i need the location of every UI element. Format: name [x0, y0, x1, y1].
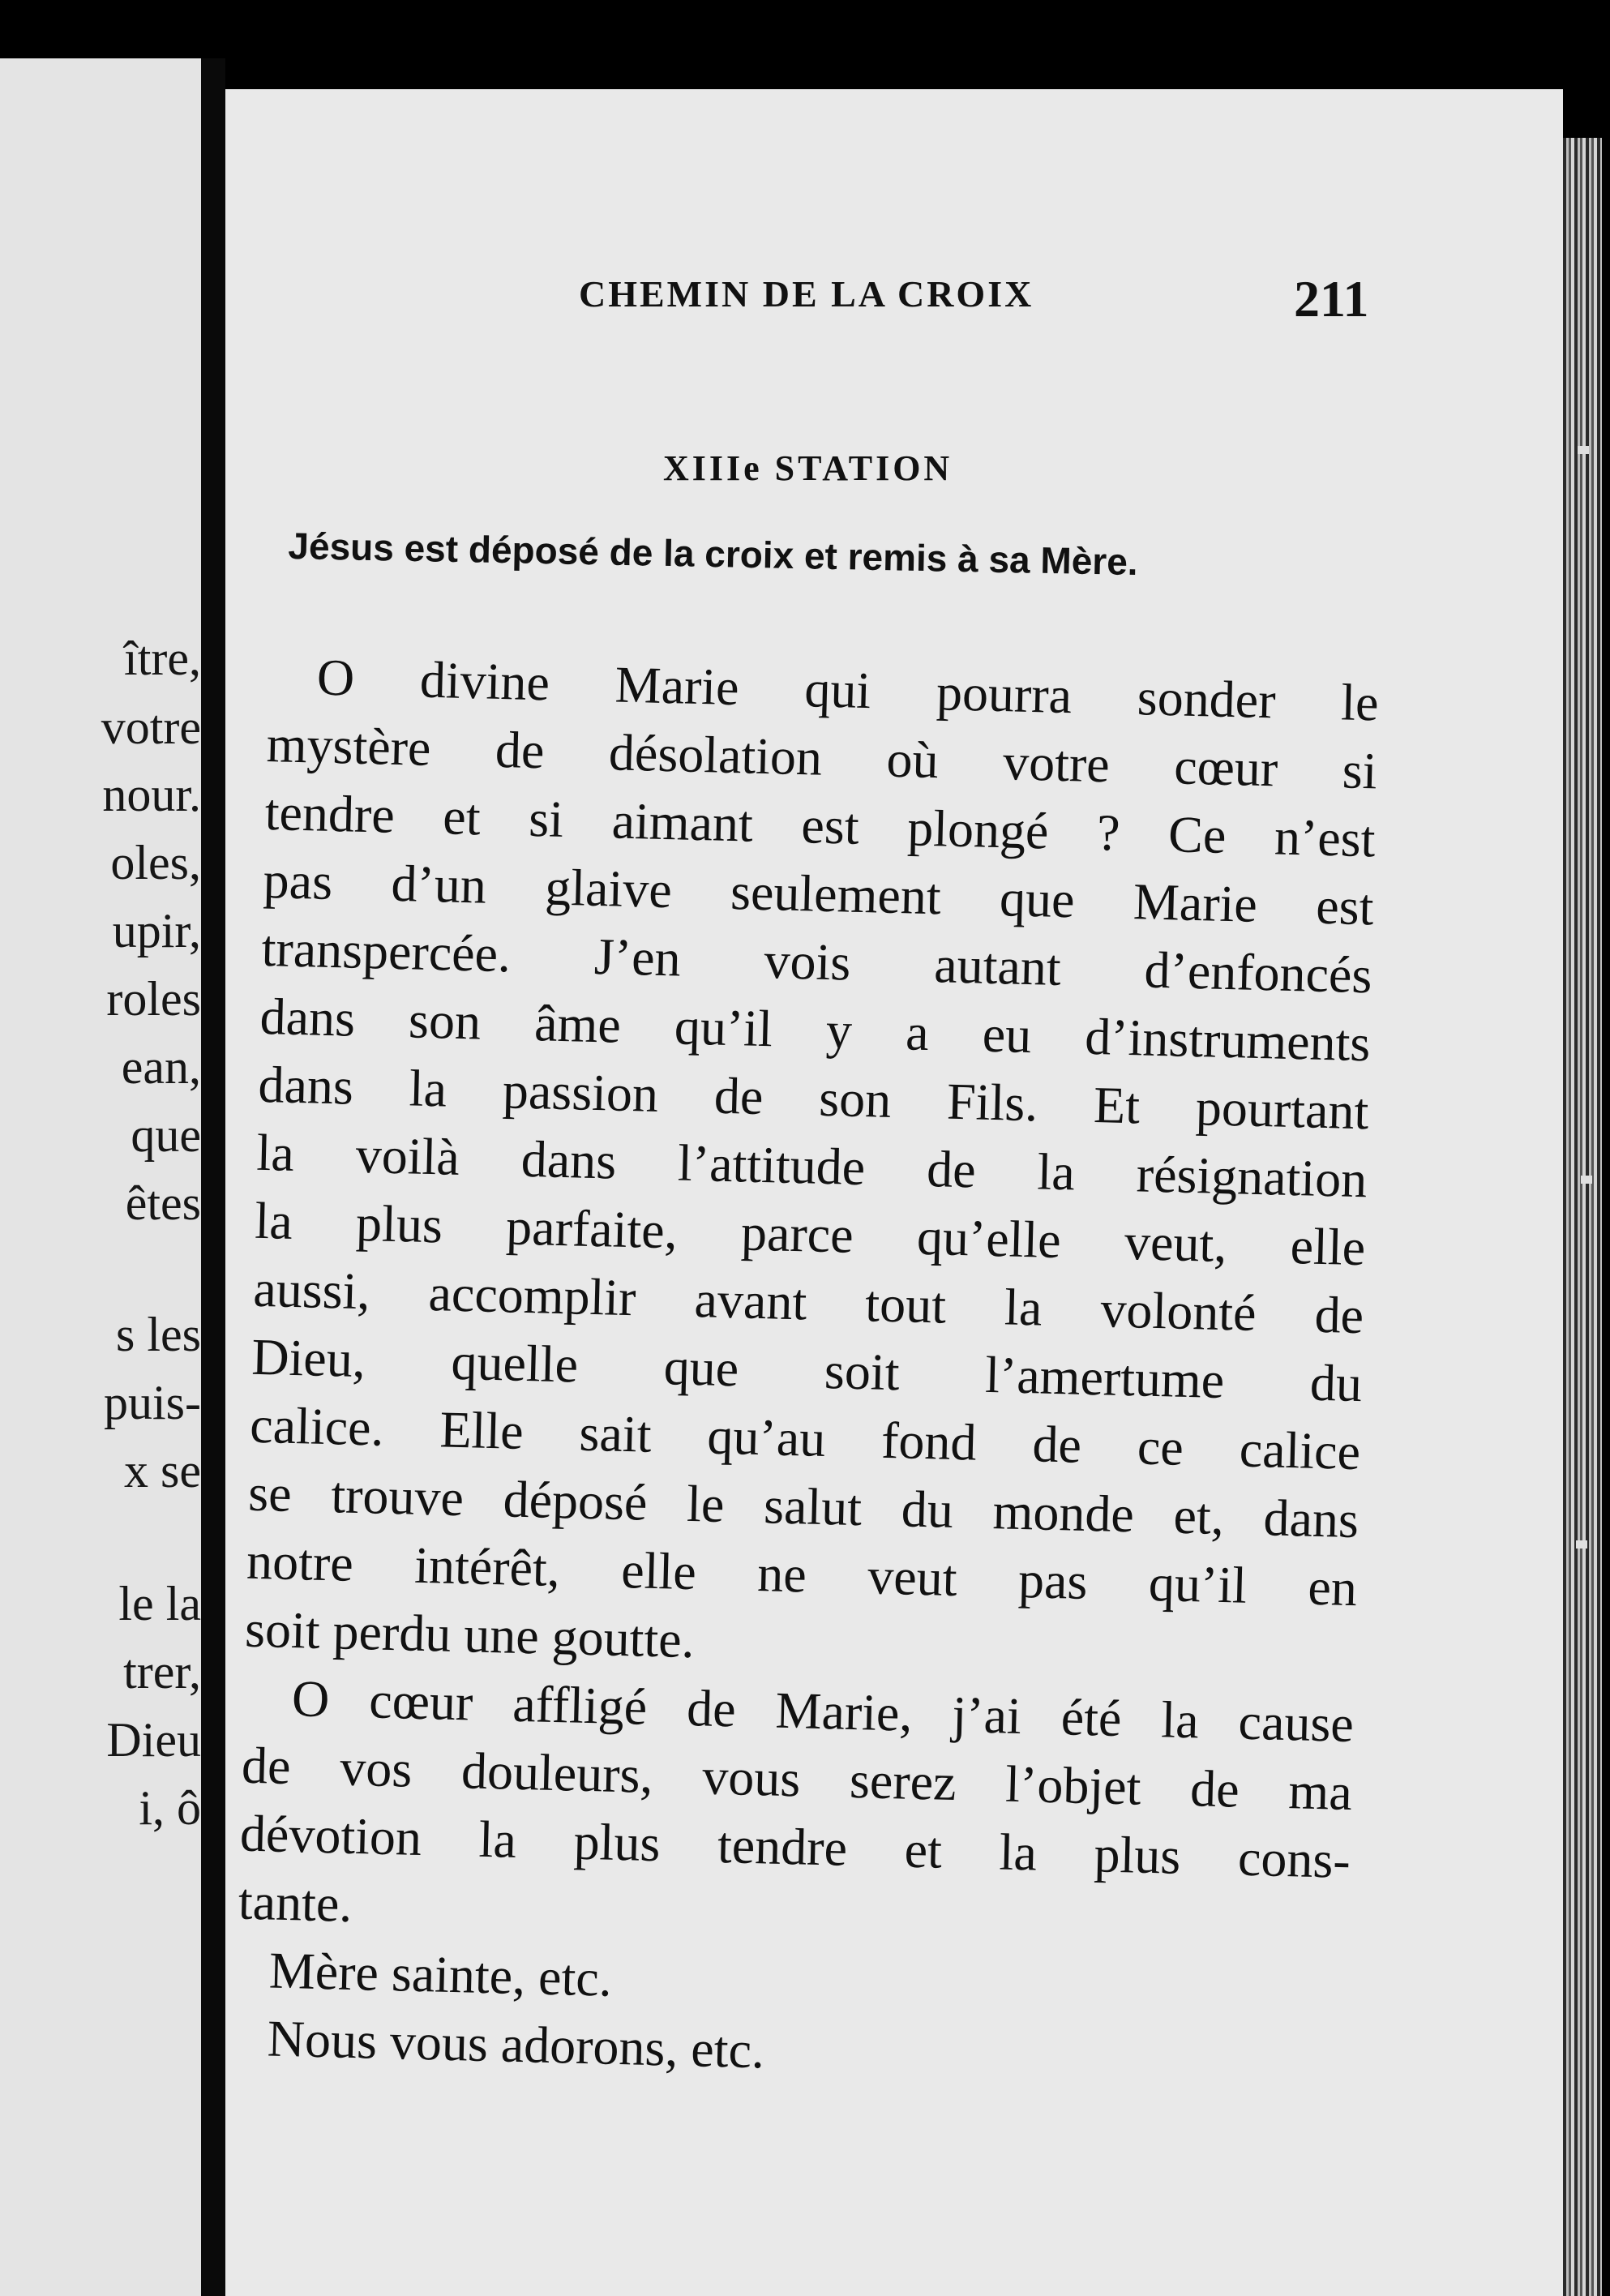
- response-line: Nous vous adorons, etc.: [267, 2009, 765, 2080]
- body-line: la voilà dans l’attitude de la résignation: [255, 1123, 1368, 1209]
- body-line: calice. Elle sait qu’au fond de ce calice: [249, 1395, 1361, 1481]
- station-subtitle: Jésus est déposé de la croix et remis à sa Mère.: [287, 524, 1139, 584]
- edge-speck: [1576, 1540, 1587, 1549]
- response-line: Mère sainte, etc.: [268, 1941, 613, 2007]
- body-line: soit perdu une goutte.: [244, 1600, 696, 1669]
- page-edges: [1563, 138, 1602, 2296]
- body-line: mystère de désolation où votre cœur si: [266, 714, 1378, 800]
- body-line: tante.: [238, 1872, 353, 1933]
- body-line: tendre et si aimant est plongé ? Ce n’est: [264, 782, 1377, 868]
- body-line: Dieu, quelle que soit l’amertume du: [250, 1327, 1363, 1413]
- facing-page: [0, 58, 201, 2296]
- body-line: la plus parfaite, parce qu’elle veut, elle: [254, 1191, 1367, 1277]
- facing-page-line: roles: [106, 972, 201, 1026]
- facing-page-line: trer,: [123, 1645, 201, 1698]
- facing-page-line: ean,: [121, 1040, 201, 1094]
- page-number: 211: [1294, 270, 1369, 328]
- body-line: O divine Marie qui pourra sonder le: [316, 648, 1380, 732]
- book-gutter: [201, 58, 225, 2296]
- body-line: se trouve déposé le salut du monde et, dans: [247, 1463, 1360, 1549]
- facing-page-line: i, ô: [139, 1781, 201, 1835]
- body-text: [234, 642, 1380, 2099]
- body-line: de vos douleurs, vous serez l’objet de ma: [241, 1736, 1353, 1822]
- running-head: CHEMIN DE LA CROIX: [579, 273, 1034, 315]
- facing-page-line: x se: [124, 1444, 201, 1497]
- station-title: XIIIe STATION: [663, 448, 953, 488]
- facing-page-line: êtes: [125, 1176, 201, 1230]
- body-line: dans la passion de son Fils. Et pourtant: [257, 1055, 1370, 1141]
- body-line: pas d’un glaive seulement que Marie est: [262, 850, 1375, 936]
- body-line: dévotion la plus tendre et la plus cons-: [239, 1804, 1351, 1890]
- facing-page-line: Dieu: [106, 1713, 201, 1767]
- facing-page-line: le la: [118, 1577, 201, 1630]
- facing-page-line: s les: [116, 1308, 201, 1361]
- body-line: notre intérêt, elle ne veut pas qu’il en: [246, 1531, 1358, 1617]
- facing-page-line: que: [131, 1108, 201, 1162]
- body-line: dans son âme qu’il y a eu d’instruments: [259, 987, 1372, 1073]
- facing-page-line: ître,: [124, 632, 201, 685]
- edge-speck: [1578, 446, 1589, 454]
- facing-page-line: upir,: [112, 904, 201, 957]
- body-line: O cœur affligé de Marie, j’ai été la cause: [291, 1669, 1355, 1754]
- facing-page-line: puis-: [104, 1376, 201, 1429]
- body-line: transpercée. J’en vois autant d’enfoncés: [260, 919, 1373, 1004]
- facing-page-line: oles,: [110, 836, 201, 889]
- facing-page-line: votre: [101, 700, 201, 754]
- body-line: aussi, accomplir avant tout la volonté de: [252, 1259, 1364, 1345]
- facing-page-line: nour.: [102, 768, 201, 821]
- edge-speck: [1581, 1176, 1592, 1184]
